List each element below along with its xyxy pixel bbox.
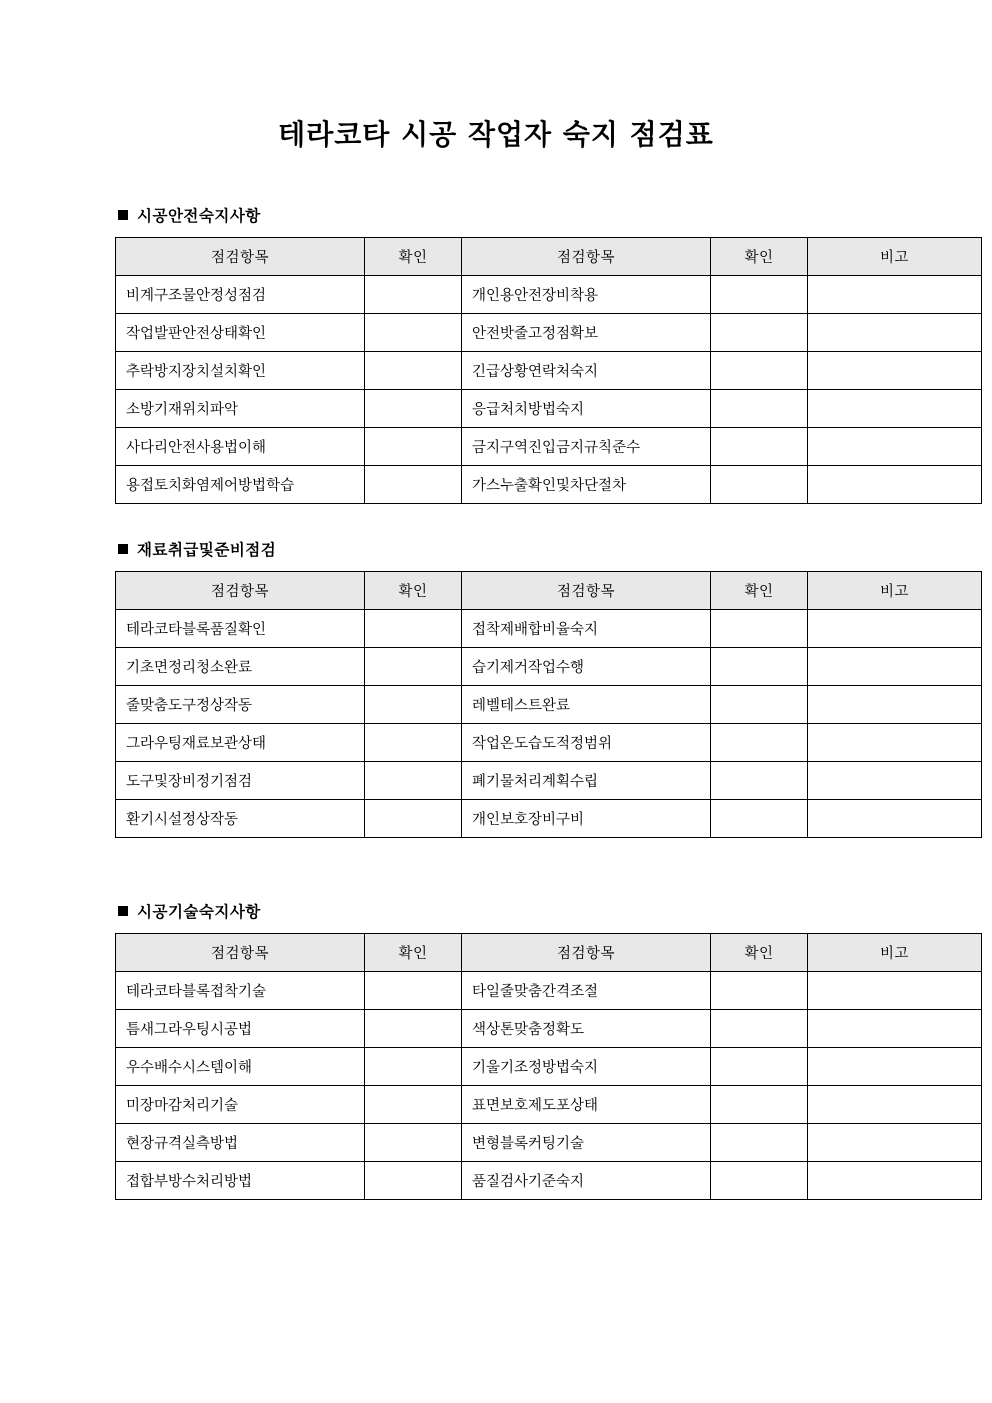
item-label: 작업발판안전상태확인	[116, 313, 365, 351]
item-label: 소방기재위치파악	[116, 389, 365, 427]
item-label: 줄맞춤도구정상작동	[116, 685, 365, 723]
item-label: 표면보호제도포상태	[462, 1085, 711, 1123]
item-label: 폐기물처리계획수립	[462, 761, 711, 799]
check-box-cell[interactable]	[711, 609, 808, 647]
square-bullet-icon	[118, 544, 128, 554]
header-item-left: 점검항목	[116, 933, 365, 971]
check-box-cell[interactable]	[711, 799, 808, 837]
header-note: 비고	[808, 571, 982, 609]
item-label: 테라코타블록접착기술	[116, 971, 365, 1009]
table-row	[116, 723, 982, 761]
item-label: 금지구역진입금지규칙준수	[462, 427, 711, 465]
table-row	[116, 971, 982, 1009]
item-label: 현장규격실측방법	[116, 1123, 365, 1161]
square-bullet-icon	[118, 210, 128, 220]
table-row	[116, 427, 982, 465]
table-row	[116, 1161, 982, 1199]
item-label: 응급처치방법숙지	[462, 389, 711, 427]
item-label: 안전밧줄고정점확보	[462, 313, 711, 351]
header-item-right: 점검항목	[462, 237, 711, 275]
check-box-cell[interactable]	[365, 971, 462, 1009]
check-box-cell[interactable]	[365, 427, 462, 465]
item-label: 용접토치화염제어방법학습	[116, 465, 365, 503]
item-label: 기울기조정방법숙지	[462, 1047, 711, 1085]
header-note: 비고	[808, 933, 982, 971]
header-item-right: 점검항목	[462, 933, 711, 971]
table-row	[116, 1047, 982, 1085]
note-cell[interactable]	[808, 685, 982, 723]
check-box-cell[interactable]	[365, 465, 462, 503]
item-label: 틈새그라우팅시공법	[116, 1009, 365, 1047]
check-box-cell[interactable]	[365, 647, 462, 685]
check-box-cell[interactable]	[711, 465, 808, 503]
section-heading	[118, 538, 877, 560]
item-label: 추락방지장치설치확인	[116, 351, 365, 389]
item-label: 가스누출확인및차단절차	[462, 465, 711, 503]
checklist-table-materials	[115, 571, 982, 838]
table-row	[116, 389, 982, 427]
item-label: 우수배수시스템이해	[116, 1047, 365, 1085]
check-box-cell[interactable]	[365, 609, 462, 647]
note-cell[interactable]	[808, 427, 982, 465]
check-box-cell[interactable]	[711, 723, 808, 761]
table-header-row	[116, 571, 982, 609]
header-check-left: 확인	[365, 571, 462, 609]
note-cell[interactable]	[808, 1123, 982, 1161]
note-cell[interactable]	[808, 465, 982, 503]
item-label: 사다리안전사용법이해	[116, 427, 365, 465]
checklist-table-technique	[115, 933, 982, 1200]
section-safety	[115, 204, 909, 504]
check-box-cell[interactable]	[365, 313, 462, 351]
check-box-cell[interactable]	[365, 389, 462, 427]
header-check-right: 확인	[711, 237, 808, 275]
table-row	[116, 799, 982, 837]
check-box-cell[interactable]	[365, 1047, 462, 1085]
item-label: 도구및장비정기점검	[116, 761, 365, 799]
table-row	[116, 1085, 982, 1123]
item-label: 접착제배합비율숙지	[462, 609, 711, 647]
item-label: 그라우팅재료보관상태	[116, 723, 365, 761]
note-cell[interactable]	[808, 1009, 982, 1047]
item-label: 변형블록커팅기술	[462, 1123, 711, 1161]
check-box-cell[interactable]	[365, 1009, 462, 1047]
check-box-cell[interactable]	[711, 1009, 808, 1047]
item-label: 테라코타블록품질확인	[116, 609, 365, 647]
item-label: 환기시설정상작동	[116, 799, 365, 837]
checklist-table-safety	[115, 237, 982, 504]
section-heading-label: 재료취급및준비점검	[137, 540, 277, 559]
item-label: 접합부방수처리방법	[116, 1161, 365, 1199]
note-cell[interactable]	[808, 389, 982, 427]
table-row	[116, 647, 982, 685]
check-box-cell[interactable]	[711, 971, 808, 1009]
check-box-cell[interactable]	[711, 1161, 808, 1199]
check-box-cell[interactable]	[711, 647, 808, 685]
item-label: 레벨테스트완료	[462, 685, 711, 723]
note-cell[interactable]	[808, 647, 982, 685]
check-box-cell[interactable]	[365, 799, 462, 837]
section-heading-label: 시공안전숙지사항	[137, 206, 261, 225]
note-cell[interactable]	[808, 313, 982, 351]
section-technique	[115, 900, 909, 1200]
section-heading	[118, 204, 877, 226]
note-cell[interactable]	[808, 275, 982, 313]
section-heading-label: 시공기술숙지사항	[137, 902, 261, 921]
table-row	[116, 761, 982, 799]
section-materials	[115, 538, 909, 838]
check-box-cell[interactable]	[711, 275, 808, 313]
check-box-cell[interactable]	[365, 1123, 462, 1161]
check-box-cell[interactable]	[711, 389, 808, 427]
section-heading	[118, 900, 877, 922]
check-box-cell[interactable]	[365, 351, 462, 389]
item-label: 색상톤맞춤정확도	[462, 1009, 711, 1047]
note-cell[interactable]	[808, 1085, 982, 1123]
note-cell[interactable]	[808, 971, 982, 1009]
table-row	[116, 465, 982, 503]
header-item-left: 점검항목	[116, 237, 365, 275]
note-cell[interactable]	[808, 609, 982, 647]
table-row	[116, 685, 982, 723]
note-cell[interactable]	[808, 799, 982, 837]
note-cell[interactable]	[808, 1161, 982, 1199]
item-label: 개인보호장비구비	[462, 799, 711, 837]
note-cell[interactable]	[808, 351, 982, 389]
table-row	[116, 313, 982, 351]
check-box-cell[interactable]	[711, 351, 808, 389]
check-box-cell[interactable]	[365, 275, 462, 313]
table-header-row	[116, 933, 982, 971]
item-label: 긴급상황연락처숙지	[462, 351, 711, 389]
item-label: 비계구조물안정성점검	[116, 275, 365, 313]
table-row	[116, 275, 982, 313]
check-box-cell[interactable]	[365, 1161, 462, 1199]
check-box-cell[interactable]	[365, 1085, 462, 1123]
square-bullet-icon	[118, 906, 128, 916]
header-check-left: 확인	[365, 237, 462, 275]
item-label: 미장마감처리기술	[116, 1085, 365, 1123]
check-box-cell[interactable]	[365, 761, 462, 799]
note-cell[interactable]	[808, 761, 982, 799]
header-check-left: 확인	[365, 933, 462, 971]
note-cell[interactable]	[808, 1047, 982, 1085]
header-item-left: 점검항목	[116, 571, 365, 609]
check-box-cell[interactable]	[711, 1085, 808, 1123]
check-box-cell[interactable]	[711, 685, 808, 723]
item-label: 타일줄맞춤간격조절	[462, 971, 711, 1009]
table-row	[116, 351, 982, 389]
header-check-right: 확인	[711, 933, 808, 971]
item-label: 습기제거작업수행	[462, 647, 711, 685]
table-header-row	[116, 237, 982, 275]
check-box-cell[interactable]	[365, 685, 462, 723]
check-box-cell[interactable]	[365, 723, 462, 761]
item-label: 개인용안전장비착용	[462, 275, 711, 313]
page-title: 테라코타 시공 작업자 숙지 점검표	[278, 118, 714, 151]
check-box-cell[interactable]	[711, 1047, 808, 1085]
item-label: 작업온도습도적정범위	[462, 723, 711, 761]
item-label: 기초면정리청소완료	[116, 647, 365, 685]
check-box-cell[interactable]	[711, 1123, 808, 1161]
table-row	[116, 1009, 982, 1047]
note-cell[interactable]	[808, 723, 982, 761]
check-box-cell[interactable]	[711, 313, 808, 351]
check-box-cell[interactable]	[711, 427, 808, 465]
header-note: 비고	[808, 237, 982, 275]
header-item-right: 점검항목	[462, 571, 711, 609]
header-check-right: 확인	[711, 571, 808, 609]
check-box-cell[interactable]	[711, 761, 808, 799]
table-row	[116, 609, 982, 647]
table-row	[116, 1123, 982, 1161]
item-label: 품질검사기준숙지	[462, 1161, 711, 1199]
